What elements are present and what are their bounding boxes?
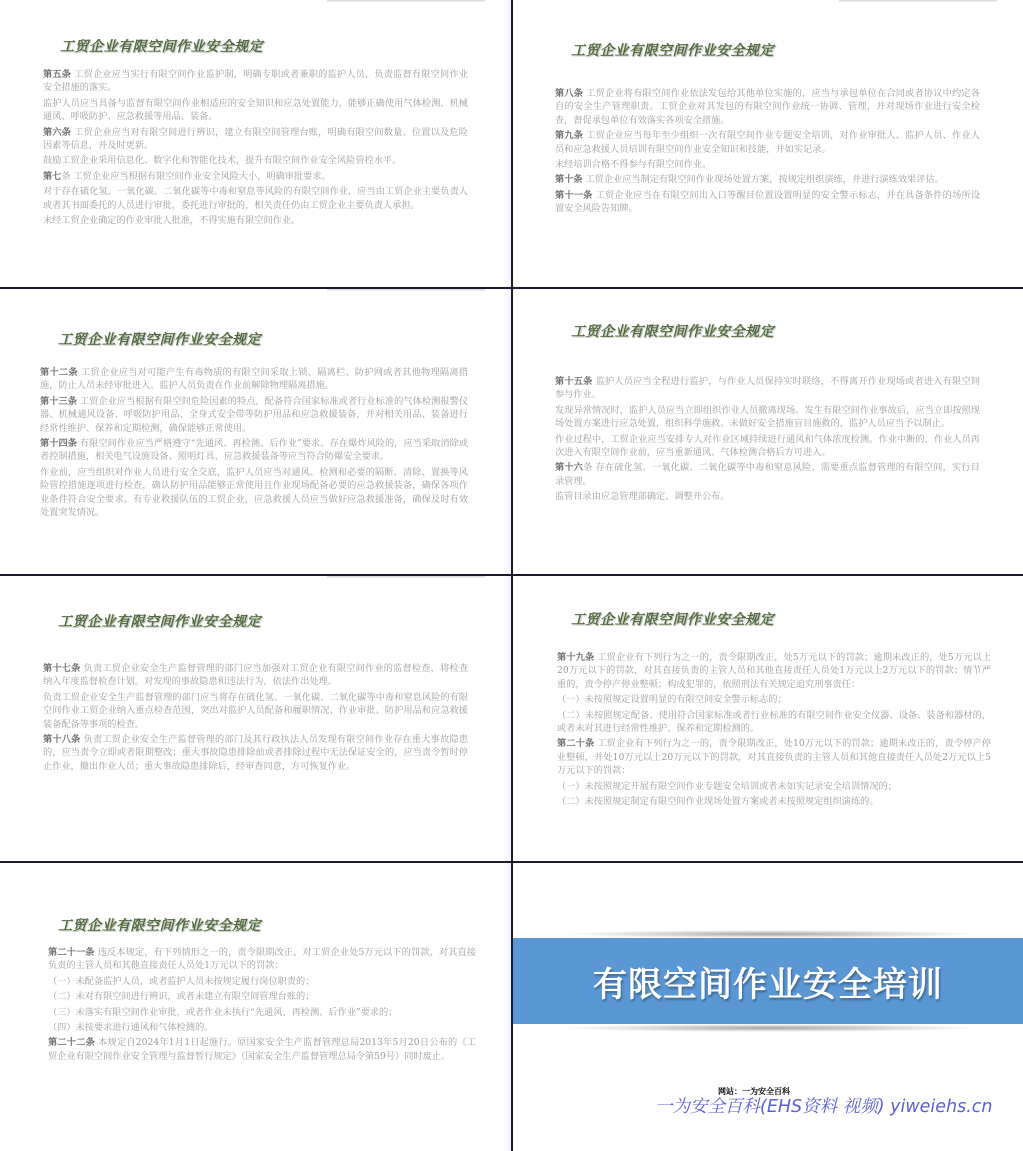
article-5: 第五条 工贸企业应当实行有限空间作业监护制，明确专职或者兼职的监护人员，负责监督有限空间作业安全措施的落实。 bbox=[43, 69, 468, 94]
paragraph: 监管目录由应急管理部确定、调整并公布。 bbox=[555, 491, 730, 503]
slide-body bbox=[48, 946, 476, 1065]
article-12: 第十二条 工贸企业应当对可能产生有毒物质的有限空间采取上锁、隔离栏、防护网或者其他物理隔离措施，防止人员未经审批进入。监护人员负责在作业前解除物理隔离措施。 bbox=[40, 367, 469, 392]
slide-body bbox=[40, 366, 468, 521]
watermark-link[interactable]: 一为安全百科(EHS资料 视频) yiweiehs.cn bbox=[655, 1097, 993, 1117]
list-item: （二）未对有限空间进行辨识，或者未建立有限空间管理台账的； bbox=[48, 991, 315, 1003]
article-7: 第七条 工贸企业应当根据有限空间作业安全风险大小，明确审批要求。 bbox=[43, 170, 331, 182]
slide-edge bbox=[503, 863, 511, 1151]
paragraph: 监护人员应当具备与监督有限空间作业相适应的安全知识和应急处置能力，能够正确使用气体检测、机械通风、呼吸防护、应急救援等用品、装备。 bbox=[43, 97, 468, 123]
article-16: 第十六条 存在硫化氢、一氧化碳、二氧化碳等中毒和窒息风险、需要重点监督管理的有限空间，实行目录管理。 bbox=[555, 462, 980, 487]
slide-edge bbox=[503, 576, 511, 861]
list-item: （三）未落实有限空间作业审批，或者作业未执行“先通风、再检测、后作业”要求的； bbox=[48, 1006, 398, 1018]
slide-2[interactable] bbox=[513, 0, 1023, 287]
horizontal-divider bbox=[0, 574, 1023, 576]
slide-7[interactable] bbox=[0, 863, 511, 1151]
slide-body bbox=[43, 68, 468, 229]
cover-title: 有限空间作业安全培训 bbox=[593, 964, 943, 1005]
slide-1[interactable] bbox=[0, 0, 511, 287]
slide-body bbox=[555, 87, 980, 218]
article-9: 第九条 工贸企业应当每年至少组织一次有限空间作业专题安全培训，对作业审批人、监护人员、作业人员和应急救援人员培训有限空间作业安全知识和技能，并如实记录。 bbox=[555, 130, 980, 155]
slide-body bbox=[555, 375, 980, 506]
horizontal-divider bbox=[0, 287, 1023, 289]
slide-6[interactable] bbox=[513, 576, 1023, 861]
article-17: 第十七条 负责工贸企业安全生产监督管理的部门应当加强对工贸企业有限空间作业的监督检查，将检查纳入年度监督检查计划。对发现的事故隐患和违法行为，依法作出处理。 bbox=[43, 663, 469, 688]
paragraph: 负责工贸企业安全生产监督管理的部门应当将存在硫化氢、一氧化碳、二氧化碳等中毒和窒息风险的有限空间作业工贸企业纳入重点检查范围，突出对监护人员配备和履职情况、作业审批、防护用品和应急救援装备配备等事项的检查。 bbox=[43, 691, 468, 730]
paragraph: 发现异常情况时，监护人员应当立即组织作业人员撤离现场。发生有限空间作业事故后，应当立即按照现场处置方案进行应急处置，组织科学施救。未做好安全措施盲目施救的，监护人员应当予以制止。 bbox=[555, 404, 980, 430]
article-14: 第十四条 有限空间作业应当严格遵守“先通风、再检测、后作业”要求。存在爆炸风险的，应当采取消除或者控制措施，相关电气设施设备、照明灯具、应急救援装备等应当符合防爆安全要求。 bbox=[40, 438, 469, 463]
paragraph: 对于存在硫化氢、一氧化碳、二氧化碳等中毒和窒息等风险的有限空间作业，应当由工贸企业主要负责人或者其书面委托的人员进行审批，委托进行审批的，相关责任仍由工贸企业主要负责人承担。 bbox=[43, 186, 468, 211]
slide-title: 工贸企业有限空间作业安全规定 bbox=[58, 614, 261, 630]
list-item: （一）未按照规定开展有限空间作业专题安全培训或者未如实记录安全培训情况的； bbox=[557, 780, 897, 792]
site-label: 网站：一为安全百科 bbox=[718, 1087, 790, 1096]
article-8: 第八条 工贸企业将有限空间作业依法发包给其他单位实施的，应当与承包单位在合同或者协议中约定各自的安全生产管理职责。工贸企业对其发包的有限空间作业统一协调、管理，并对现场作业进行安全检查，督促承包单位有效落实各项安全措施。 bbox=[555, 88, 980, 126]
slide-title: 工贸企业有限空间作业安全规定 bbox=[571, 612, 774, 628]
slide-title: 工贸企业有限空间作业安全规定 bbox=[58, 332, 261, 348]
article-10: 第十条 工贸企业应当制定有限空间作业现场处置方案，按规定组织演练，并进行演练效果评估。 bbox=[555, 174, 944, 186]
slide-body bbox=[557, 651, 991, 810]
list-item: （一）未配备监护人员，或者监护人员未按规定履行岗位职责的； bbox=[48, 975, 315, 987]
band-shadow bbox=[560, 1024, 980, 1032]
article-11: 第十一条 工贸企业应当在有限空间出入口等醒目位置设置明显的安全警示标志，并在具备条件的场所设置安全风险告知牌。 bbox=[555, 189, 981, 215]
article-22: 第二十二条 本规定自2024年1月1日起施行。原国家安全生产监督管理总局2013年5月20日公布的《工贸企业有限空间作业安全管理与监督暂行规定》（国家安全生产监督管理总局令第59号）同时废止。 bbox=[48, 1037, 477, 1062]
slide-top-bar bbox=[327, 289, 485, 291]
list-item: （二）未按照规定配备、使用符合国家标准或者行业标准的有限空间作业安全仪器、设备、装备和器材的，或者未对其进行经常性维护、保养和定期检测的。 bbox=[557, 709, 991, 735]
list-item: （一）未按照规定设置明显的有限空间安全警示标志的； bbox=[557, 694, 787, 706]
article-20: 第二十条 工贸企业有下列行为之一的，责令限期改正，处10万元以下的罚款；逾期未改正的，责令停产停业整顿，并处10万元以上20万元以下的罚款，对其直接负责的主管人员和其他直接责任人员处2万元以上5万元以下的罚款： bbox=[557, 738, 992, 777]
paragraph: 作业过程中，工贸企业应当安排专人对作业区域持续进行通风和气体浓度检测。作业中断的，作业人员再次进入有限空间作业前，应当重新通风、气体检测合格后方可进入。 bbox=[555, 433, 980, 459]
slide-5[interactable] bbox=[0, 576, 511, 861]
slide-edge bbox=[503, 289, 511, 574]
slide-4[interactable] bbox=[513, 289, 1023, 574]
article-15: 第十五条 监护人员应当全程进行监护，与作业人员保持实时联络，不得离开作业现场或者进入有限空间参与作业。 bbox=[555, 376, 981, 401]
horizontal-divider bbox=[0, 861, 1023, 863]
slide-body bbox=[43, 662, 468, 775]
paragraph: 未经工贸企业确定的作业审批人批准，不得实施有限空间作业。 bbox=[43, 215, 301, 227]
article-19: 第十九条 工贸企业有下列行为之一的，责令限期改正，处5万元以下的罚款；逾期未改正的，处5万元以上20万元以下的罚款，对其直接负责的主管人员和其他直接责任人员处1万元以上2万元以下的罚款；情节严重的，责令停产停业整顿；构成犯罪的，依照刑法有关规定追究刑事责任： bbox=[557, 652, 992, 690]
slide-title: 工贸企业有限空间作业安全规定 bbox=[60, 39, 263, 55]
slide-top-bar bbox=[839, 0, 997, 2]
slide-3[interactable] bbox=[0, 289, 511, 574]
slide-top-bar bbox=[327, 0, 485, 2]
article-21: 第二十一条 违反本规定，有下列情形之一的，责令限期改正，对工贸企业处5万元以下的罚款，对其直接负责的主管人员和其他直接责任人员处1万元以下的罚款： bbox=[48, 947, 477, 972]
slide-title: 工贸企业有限空间作业安全规定 bbox=[58, 918, 261, 934]
slide-top-bar bbox=[327, 576, 485, 578]
article-13: 第十三条 工贸企业应当根据有限空间危险因素的特点，配备符合国家标准或者行业标准的气体检测报警仪器、机械通风设备、呼吸防护用品、全身式安全带等防护用品和应急救援装备，并对相关用品、装备进行经常性维护、保养和定期检测，确保能够正常使用。 bbox=[40, 395, 469, 434]
list-item: （二）未按照规定制定有限空间作业现场处置方案或者未按照规定组织演练的。 bbox=[557, 796, 879, 808]
slide-edge bbox=[503, 0, 511, 287]
paragraph: 作业前，应当组织对作业人员进行安全交底，监护人员应当对通风、检测和必要的隔断、清除、置换等风险管控措施逐项进行检查，确认防护用品能够正常使用且作业现场配备必要的应急救援装备，确保各项作业条件符合安全要求。有专业救援队伍的工贸企业，应急救援人员应当做好应急救援准备，确保及时有效处置突发情况。 bbox=[40, 466, 468, 519]
paragraph: 未经培训合格不得参与有限空间作业。 bbox=[555, 159, 712, 171]
list-item: （四）未按要求进行通风和气体检测的。 bbox=[48, 1022, 214, 1034]
band-shadow bbox=[560, 930, 980, 938]
article-6: 第六条 工贸企业应当对有限空间进行辨识，建立有限空间管理台账，明确有限空间数量、位置以及危险因素等信息，并及时更新。 bbox=[43, 126, 468, 152]
slide-title: 工贸企业有限空间作业安全规定 bbox=[571, 43, 774, 59]
article-18: 第十八条 负责工贸企业安全生产监督管理的部门及其行政执法人员发现有限空间作业存在重大事故隐患的，应当责令立即或者限期整改；重大事故隐患排除前或者排除过程中无法保证安全的，应当责令暂时停止作业，撤出作业人员；重大事故隐患排除后，经审查同意，方可恢复作业。 bbox=[43, 734, 469, 772]
slide-title: 工贸企业有限空间作业安全规定 bbox=[571, 324, 774, 340]
paragraph: 鼓励工贸企业采用信息化、数字化和智能化技术，提升有限空间作业安全风险管控水平。 bbox=[43, 155, 402, 167]
